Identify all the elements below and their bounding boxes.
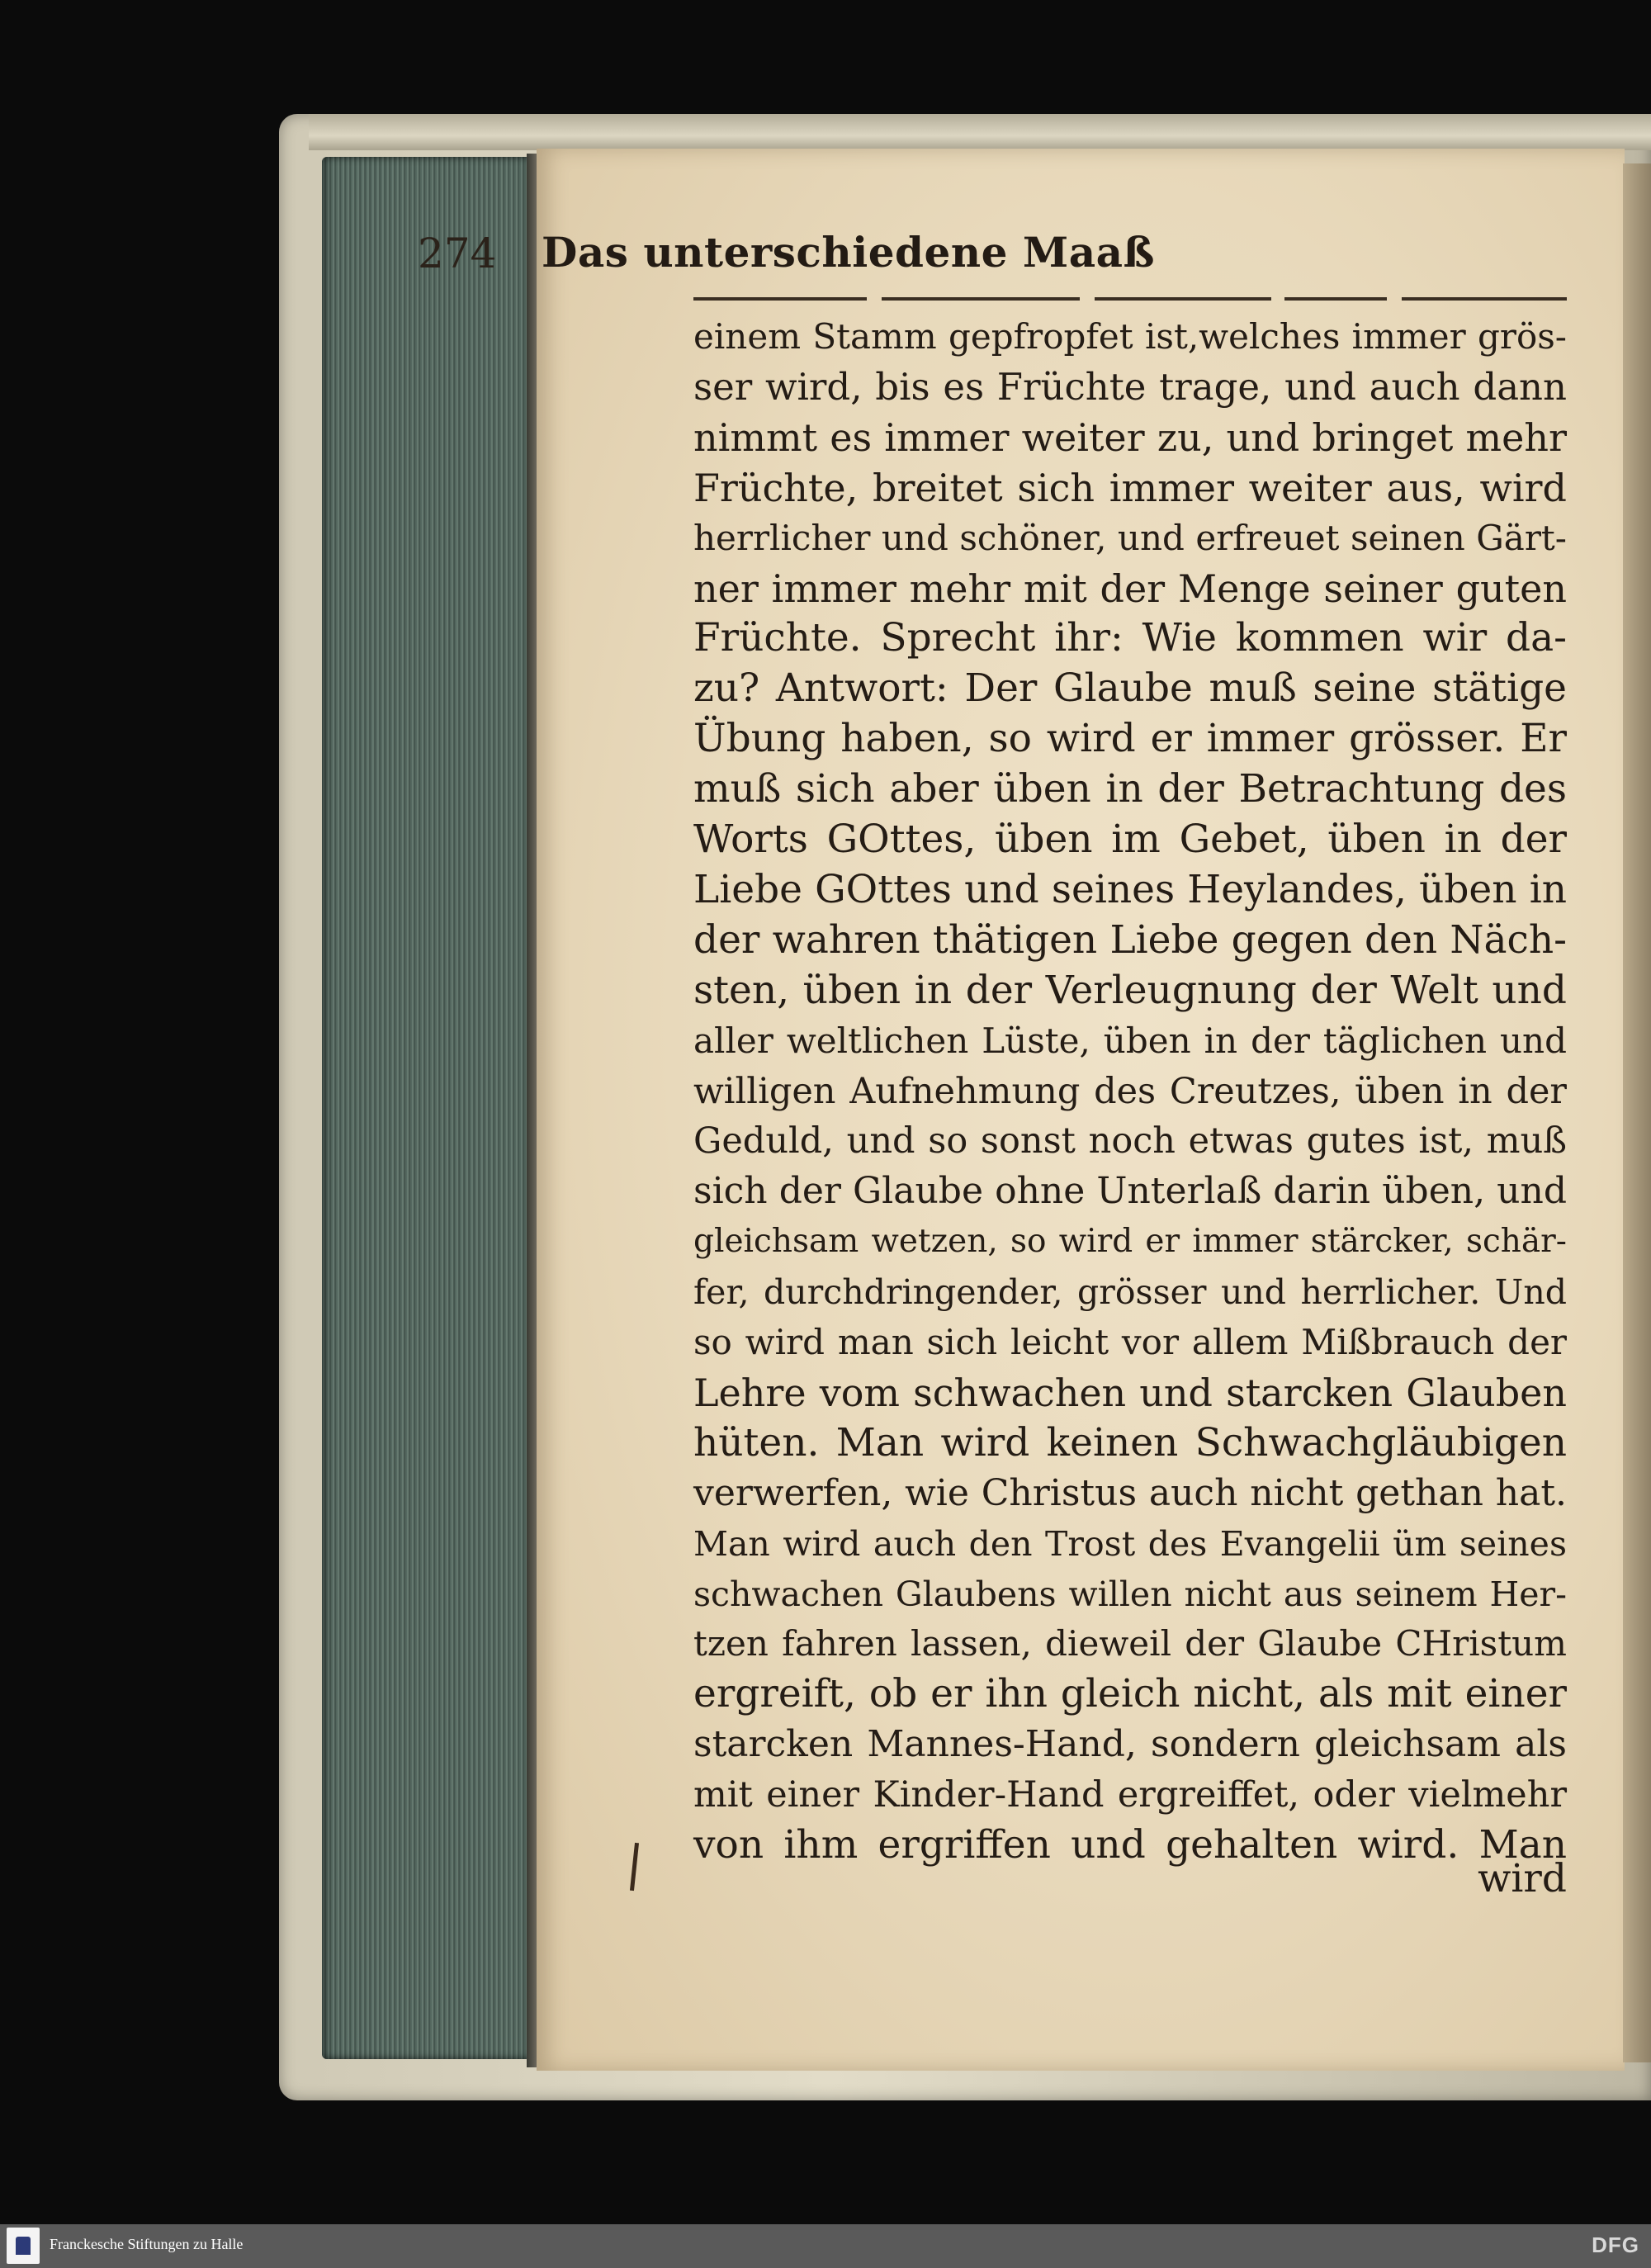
text-line: Übung haben, so wird er immer grösser. Er (693, 716, 1567, 762)
page-number: 274 (418, 230, 497, 277)
text-line: Lehre vom schwachen und starcken Glauben (693, 1370, 1567, 1415)
text-line: gleichsam wetzen, so wird er immer stärcker, schär- (693, 1223, 1567, 1261)
text-line: nimmt es immer weiter zu, und bringet mehr (693, 414, 1567, 460)
header-rule (1402, 297, 1567, 301)
page-right-edge (1623, 163, 1651, 2062)
header-rule (693, 297, 867, 301)
text-line: Liebe GOttes und seines Heylandes, üben in (693, 866, 1567, 912)
text-line: Worts GOttes, üben im Gebet, üben in der (693, 817, 1567, 862)
text-line: Geduld, und so sonst noch etwas gutes ist, muß (693, 1120, 1567, 1162)
text-line: der wahren thätigen Liebe gegen den Näch- (693, 916, 1567, 963)
text-line: Man wird auch den Trost des Evangelii üm seines (693, 1523, 1567, 1564)
header-rule (1095, 297, 1271, 301)
text-line: von ihm ergriffen und gehalten wird. Man (693, 1822, 1567, 1868)
text-line: so wird man sich leicht vor allem Mißbrauch der (693, 1322, 1567, 1362)
text-line: einem Stamm gepfropfet ist,welches immer grös- (693, 316, 1567, 357)
text-line: herrlicher und schöner, und erfreuet seinen Gärt- (693, 517, 1567, 558)
cover-top-edge (309, 114, 1651, 150)
institution-logo-icon (7, 2228, 40, 2264)
text-line: sich der Glaube ohne Unterlaß darin üben, und (693, 1170, 1567, 1213)
text-line: Früchte, breitet sich immer weiter aus, wird (693, 465, 1567, 510)
text-line: fer, durchdringender, grösser und herrlicher. Und (693, 1272, 1567, 1313)
text-line: hüten. Man wird keinen Schwachgläubigen (693, 1419, 1567, 1465)
text-line: verwerfen, wie Christus auch nicht gethan hat. (693, 1471, 1567, 1514)
text-line: willigen Aufnehmung des Creutzes, üben in der (693, 1070, 1567, 1112)
header-rule (882, 297, 1080, 301)
viewer-footer (0, 2224, 1651, 2268)
text-line: muß sich aber üben in der Betrachtung des (693, 766, 1567, 812)
institution-name: Franckesche Stiftungen zu Halle (50, 2236, 244, 2252)
text-line: schwachen Glaubens willen nicht aus seinem Her- (693, 1574, 1567, 1614)
text-line: ergreift, ob er ihn gleich nicht, als mit einer (693, 1671, 1567, 1717)
dfg-logo: DFG (1592, 2232, 1639, 2257)
running-head: Das unterschiedene Maaß (542, 228, 1155, 277)
text-line: ser wird, bis es Früchte trage, und auch dann (693, 364, 1567, 409)
page-edges (322, 157, 535, 2059)
text-line: tzen fahren lassen, dieweil der Glaube CHristum (693, 1623, 1567, 1664)
text-line: aller weltlichen Lüste, üben in der täglichen und (693, 1020, 1567, 1061)
page-header (418, 230, 1573, 282)
text-line: starcken Mannes-Hand, sondern gleichsam als (693, 1723, 1567, 1766)
text-line: sten, üben in der Verleugnung der Welt und (693, 967, 1567, 1013)
text-line: mit einer Kinder-Hand ergreiffet, oder vielmehr (693, 1774, 1567, 1816)
catchword: wird (1478, 1856, 1567, 1901)
text-line: ner immer mehr mit der Menge seiner guten (693, 566, 1567, 611)
header-rule (1284, 297, 1387, 301)
text-line: zu? Antwort: Der Glaube muß seine stätige (693, 665, 1567, 712)
text-line: Früchte. Sprecht ihr: Wie kommen wir da- (693, 615, 1567, 661)
